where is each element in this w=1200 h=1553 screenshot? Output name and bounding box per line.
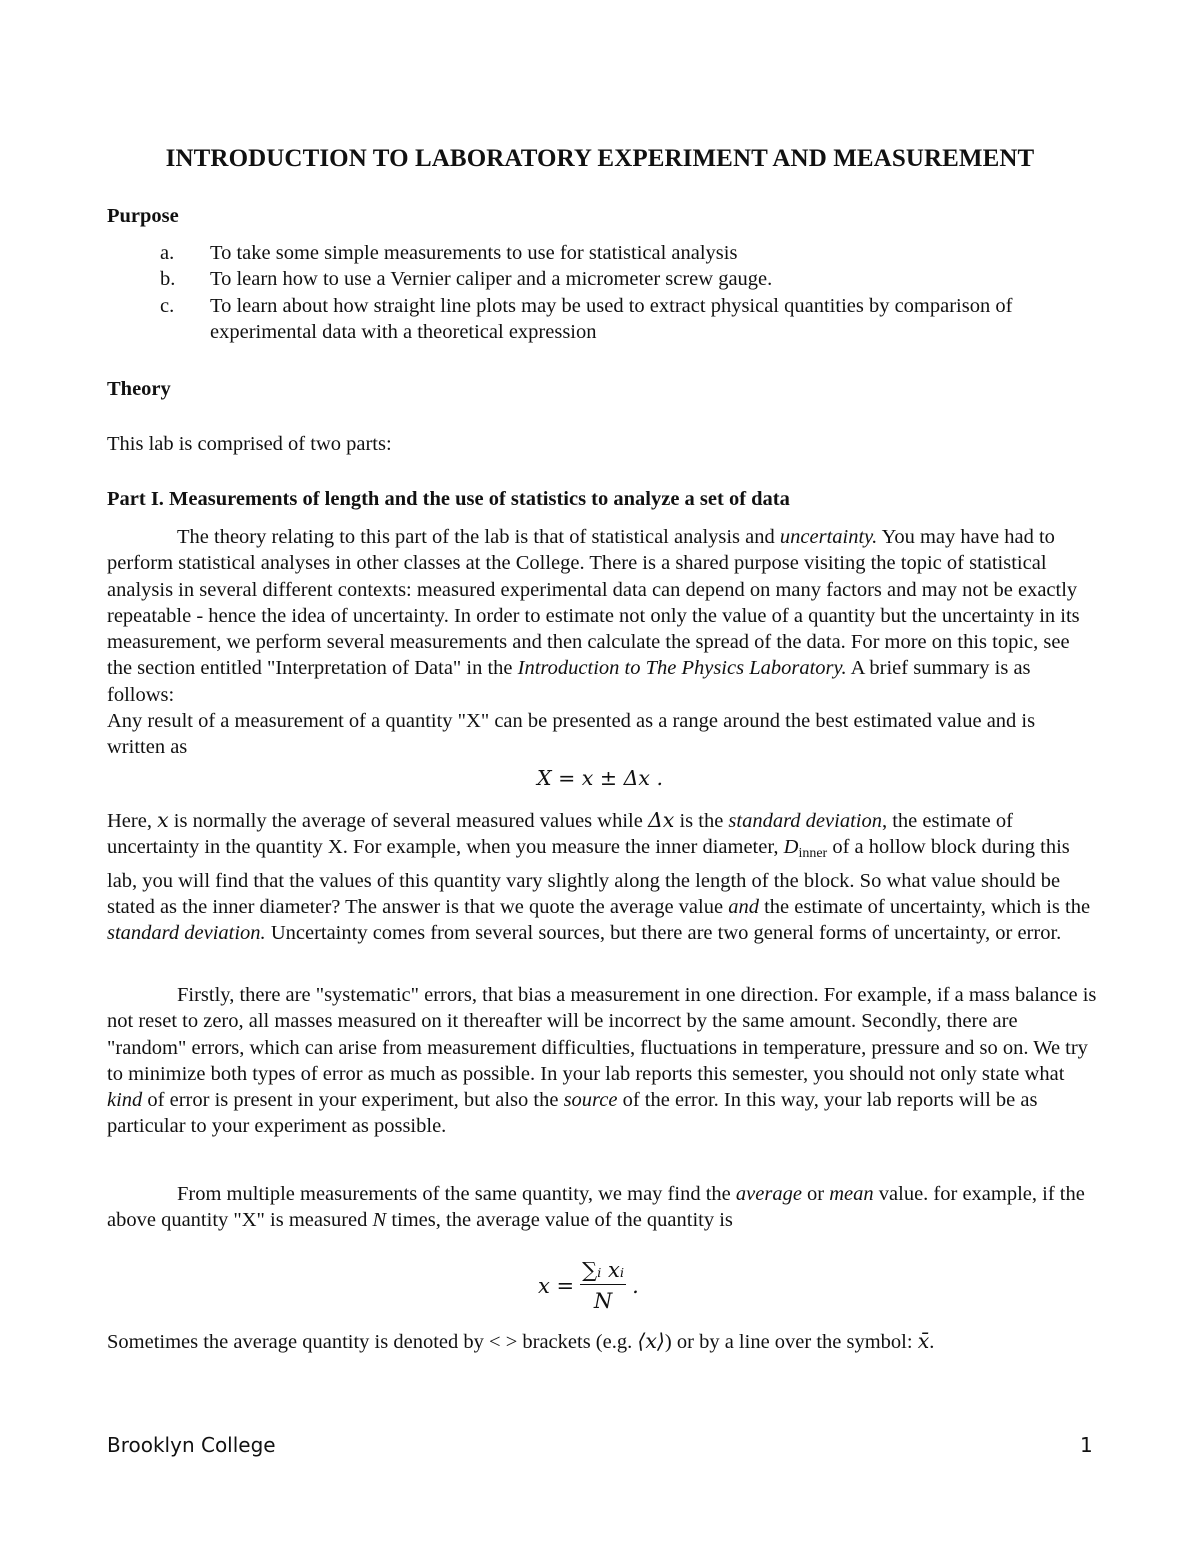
text-run: of the error. In this way, your lab reports will be as particular to your experiment as possible.	[107, 1089, 1038, 1138]
emphasis-term: average	[735, 1183, 802, 1205]
text-run: or	[801, 1183, 830, 1205]
emphasis-term: standard deviation.	[107, 922, 266, 945]
emphasis-term: source	[563, 1089, 618, 1112]
text-run: of error is present in your experiment, but also the	[142, 1089, 564, 1112]
part1-heading: Part I. Measurements of length and the use of statistics to analyze a set of data	[107, 488, 790, 510]
list-item-text: To take some simple measurements to use for statistical analysis	[210, 242, 738, 264]
fraction	[580, 1258, 626, 1313]
math-symbol: Δx	[647, 808, 675, 832]
emphasis-term: kind	[107, 1089, 143, 1112]
fraction-denominator: N	[593, 1289, 613, 1313]
math-symbol: ⟨x⟩	[637, 1329, 665, 1353]
paragraph-notation	[107, 1328, 1097, 1355]
equation-average	[538, 1258, 639, 1313]
text-run: Here,	[107, 810, 158, 832]
equation-period: .	[632, 1273, 639, 1298]
emphasis-uncertainty: uncertainty.	[779, 526, 878, 548]
text-run: value. for example, if the above quantity "X" is measured	[107, 1183, 1085, 1232]
book-title: Introduction to The Physics Laboratory.	[517, 657, 847, 680]
text-run: is the	[674, 810, 729, 832]
list-item	[160, 240, 1060, 266]
list-item	[160, 266, 1060, 292]
list-item-text: To learn about how straight line plots may be used to extract physical quantities by comparison of experimental data with a theoretical expression	[210, 294, 1013, 343]
text-run: is normally the average of several measured values while	[168, 810, 648, 832]
math-symbol: N	[372, 1209, 387, 1232]
text-run: A brief summary is as follows:	[107, 657, 1031, 706]
text-run: of a hollow block during this lab, you will find that the values of this quantity vary slightly along the length of the block. So what value should be stated as the inner diameter? The answer is that we quote the average value	[107, 836, 1070, 918]
text-run: .	[929, 1331, 935, 1353]
document-title: INTRODUCTION TO LABORATORY EXPERIMENT AND MEASUREMENT	[165, 145, 1035, 172]
text-run: From multiple measurements of the same quantity, we may find the	[177, 1183, 736, 1205]
text-run: Firstly, there are "systematic" errors, that bias a measurement in one direction. For example, if a mass balance is not reset to zero, all masses measured on it thereafter will be incorrect by the same amount. Secondly, there are "random" errors, which can arise from measurement difficulties, fluctuations in temperature, pressure and so on. We try to minimize both types of error as much as possible. In your lab reports this semester, you should not only state what	[107, 984, 1097, 1085]
equation-lhs: x =	[538, 1273, 575, 1298]
text-run: , the estimate of uncertainty in the quantity X. For example, when you measure the inner diameter,	[107, 810, 1013, 859]
text-run: Uncertainty comes from several sources, but there are two general forms of uncertainty, or error.	[265, 922, 1062, 945]
text-run: The theory relating to this part of the lab is that of statistical analysis and	[177, 526, 780, 548]
emphasis-term: standard deviation	[728, 810, 882, 832]
text-run: times, the average value of the quantity is	[386, 1209, 733, 1232]
math-symbol: x̄	[917, 1329, 930, 1353]
text-run: the estimate of uncertainty, which is the	[758, 895, 1091, 918]
list-item-letter: c.	[160, 294, 175, 317]
text-run: ) or by a line over the symbol:	[664, 1331, 918, 1353]
purpose-list	[160, 240, 1060, 345]
emphasis-term: and	[728, 895, 759, 918]
fraction-numerator: ∑ᵢ xᵢ	[580, 1258, 626, 1285]
subscript: inner	[798, 846, 828, 862]
theory-heading: Theory	[107, 378, 171, 400]
math-symbol: D	[783, 836, 799, 859]
paragraph-error-types	[107, 982, 1097, 1140]
list-item-letter: a.	[160, 242, 175, 264]
math-symbol: x	[157, 808, 169, 832]
purpose-heading: Purpose	[107, 205, 179, 227]
text-run: Sometimes the average quantity is denoted by < > brackets (e.g.	[107, 1331, 638, 1353]
emphasis-term: mean	[829, 1183, 874, 1205]
text-run: You may have had to perform statistical analyses in other classes at the College. There is a shared purpose visiting the topic of statistical analysis in several different contexts: measured experimental data can depend on many factors and may not be exactly repeatable - hence the idea of uncertainty. In order to estimate not only the value of a quantity but the uncertainty in its measurement, we perform several measurements and then calculate the spread of the data. For more on this topic, see the section entitled "Interpretation of Data" in the	[107, 526, 1080, 680]
paragraph-average	[107, 1181, 1097, 1234]
paragraph-result-range: Any result of a measurement of a quantity "X" can be presented as a range around the best estimated value and is written as	[107, 710, 1036, 759]
page-number: 1	[1080, 1433, 1093, 1457]
equation-result: X = x ± Δx .	[537, 766, 663, 790]
paragraph-standard-deviation	[107, 807, 1097, 946]
footer-institution: Brooklyn College	[107, 1433, 276, 1457]
list-item-text: To learn how to use a Vernier caliper and a micrometer screw gauge.	[210, 268, 773, 291]
list-item-letter: b.	[160, 268, 176, 291]
list-item	[160, 293, 1060, 346]
paragraph-uncertainty	[107, 524, 1097, 708]
theory-intro: This lab is comprised of two parts:	[107, 433, 392, 455]
